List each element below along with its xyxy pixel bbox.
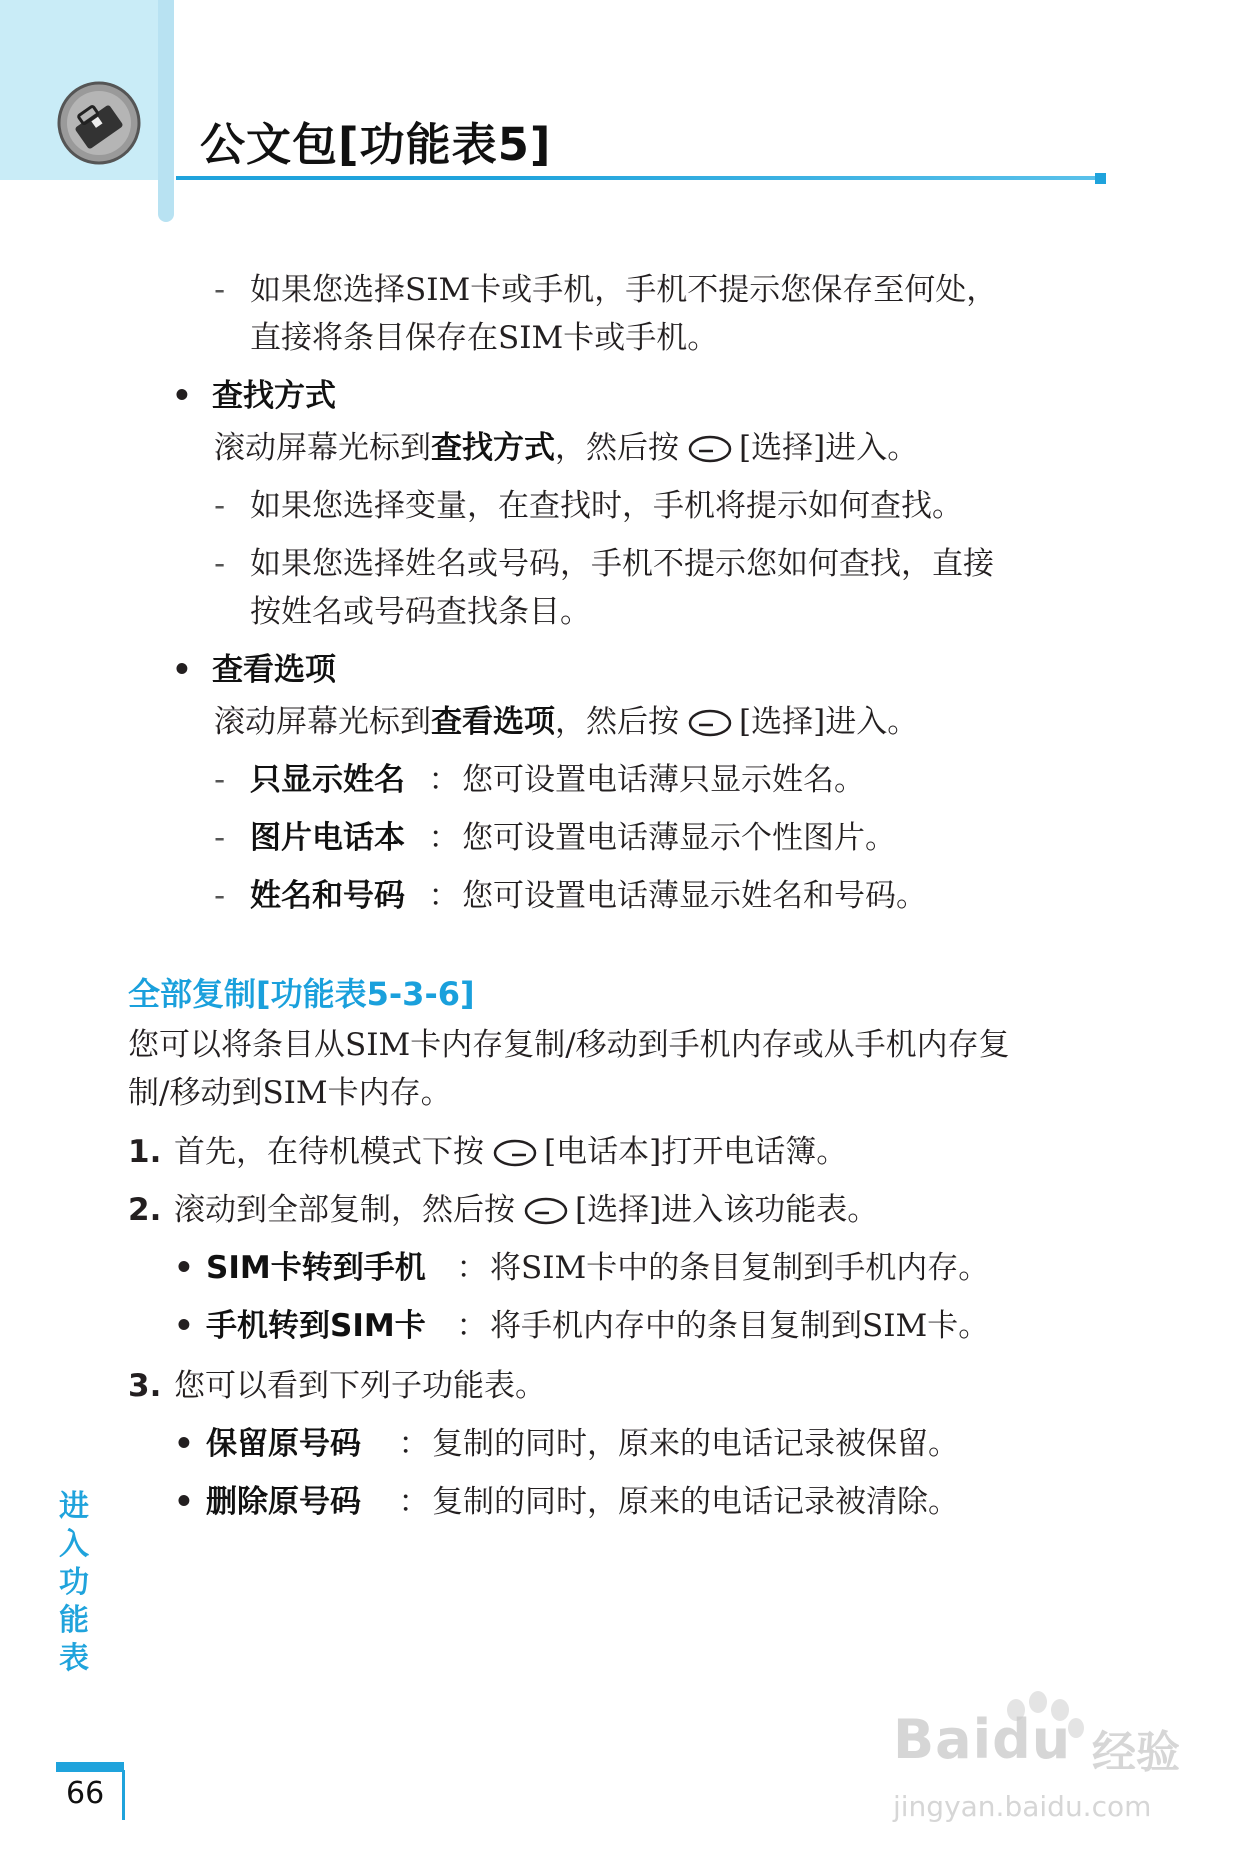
left-softkey-icon bbox=[687, 708, 733, 738]
right-softkey-icon bbox=[492, 1138, 538, 1168]
instruction-line: 滚动屏幕光标到查找方式，然后按 [选择]进入。 bbox=[214, 430, 919, 466]
step-3: 3. 您可以看到下列子功能表。 bbox=[128, 1368, 546, 1404]
instruction-line: 滚动屏幕光标到查看选项，然后按 [选择]进入。 bbox=[214, 704, 919, 740]
option-line: - 只显示姓名 ：您可设置电话薄只显示姓名。 bbox=[214, 762, 865, 798]
option-line: • 手机转到SIM卡 ：将手机内存中的条目复制到SIM卡。 bbox=[174, 1308, 990, 1344]
text-line: 按姓名或号码查找条目。 bbox=[250, 594, 591, 630]
page-title: 公文包[功能表5] bbox=[200, 118, 552, 171]
option-line: • 删除原号码 ：复制的同时，原来的电话记录被清除。 bbox=[174, 1484, 959, 1520]
footer-bar bbox=[56, 1762, 124, 1772]
option-line: • 保留原号码 ：复制的同时，原来的电话记录被保留。 bbox=[174, 1426, 959, 1462]
side-section-label: 进 入 功 能 表 bbox=[59, 1489, 89, 1676]
option-line: - 姓名和号码 ：您可设置电话薄显示姓名和号码。 bbox=[214, 878, 927, 914]
text-line: 直接将条目保存在SIM卡或手机。 bbox=[250, 320, 719, 356]
watermark-url: jingyan.baidu.com bbox=[893, 1790, 1152, 1823]
intro-line: 您可以将条目从SIM卡内存复制/移动到手机内存或从手机内存复 bbox=[128, 1027, 1010, 1063]
bullet-heading: • 查看选项 bbox=[172, 652, 336, 688]
header-tab-strip bbox=[158, 0, 174, 222]
text-line: - 如果您选择姓名或号码，手机不提示您如何查找，直接 bbox=[214, 546, 994, 582]
title-underline-end bbox=[1095, 173, 1106, 184]
briefcase-icon bbox=[56, 80, 142, 166]
text-line: - 如果您选择变量，在查找时，手机将提示如何查找。 bbox=[214, 488, 963, 524]
option-line: - 图片电话本 ：您可设置电话薄显示个性图片。 bbox=[214, 820, 896, 856]
watermark-brand: Baidu bbox=[893, 1708, 1072, 1771]
left-softkey-icon bbox=[523, 1196, 569, 1226]
title-underline bbox=[176, 176, 1103, 180]
step-1: 1. 首先，在待机模式下按 [电话本]打开电话簿。 bbox=[128, 1134, 848, 1170]
bullet-heading: • 查找方式 bbox=[172, 378, 336, 414]
watermark-cn: 经验 bbox=[1092, 1727, 1180, 1778]
left-softkey-icon bbox=[687, 434, 733, 464]
page-number: 66 bbox=[66, 1776, 105, 1811]
text-line: - 如果您选择SIM卡或手机，手机不提示您保存至何处， bbox=[214, 272, 998, 308]
section-heading: 全部复制[功能表5-3-6] bbox=[128, 975, 475, 1013]
intro-line: 制/移动到SIM卡内存。 bbox=[128, 1075, 452, 1111]
step-2: 2. 滚动到全部复制，然后按 [选择]进入该功能表。 bbox=[128, 1192, 879, 1228]
page-number-rule bbox=[122, 1770, 125, 1820]
option-line: • SIM卡转到手机 ：将SIM卡中的条目复制到手机内存。 bbox=[174, 1250, 990, 1286]
